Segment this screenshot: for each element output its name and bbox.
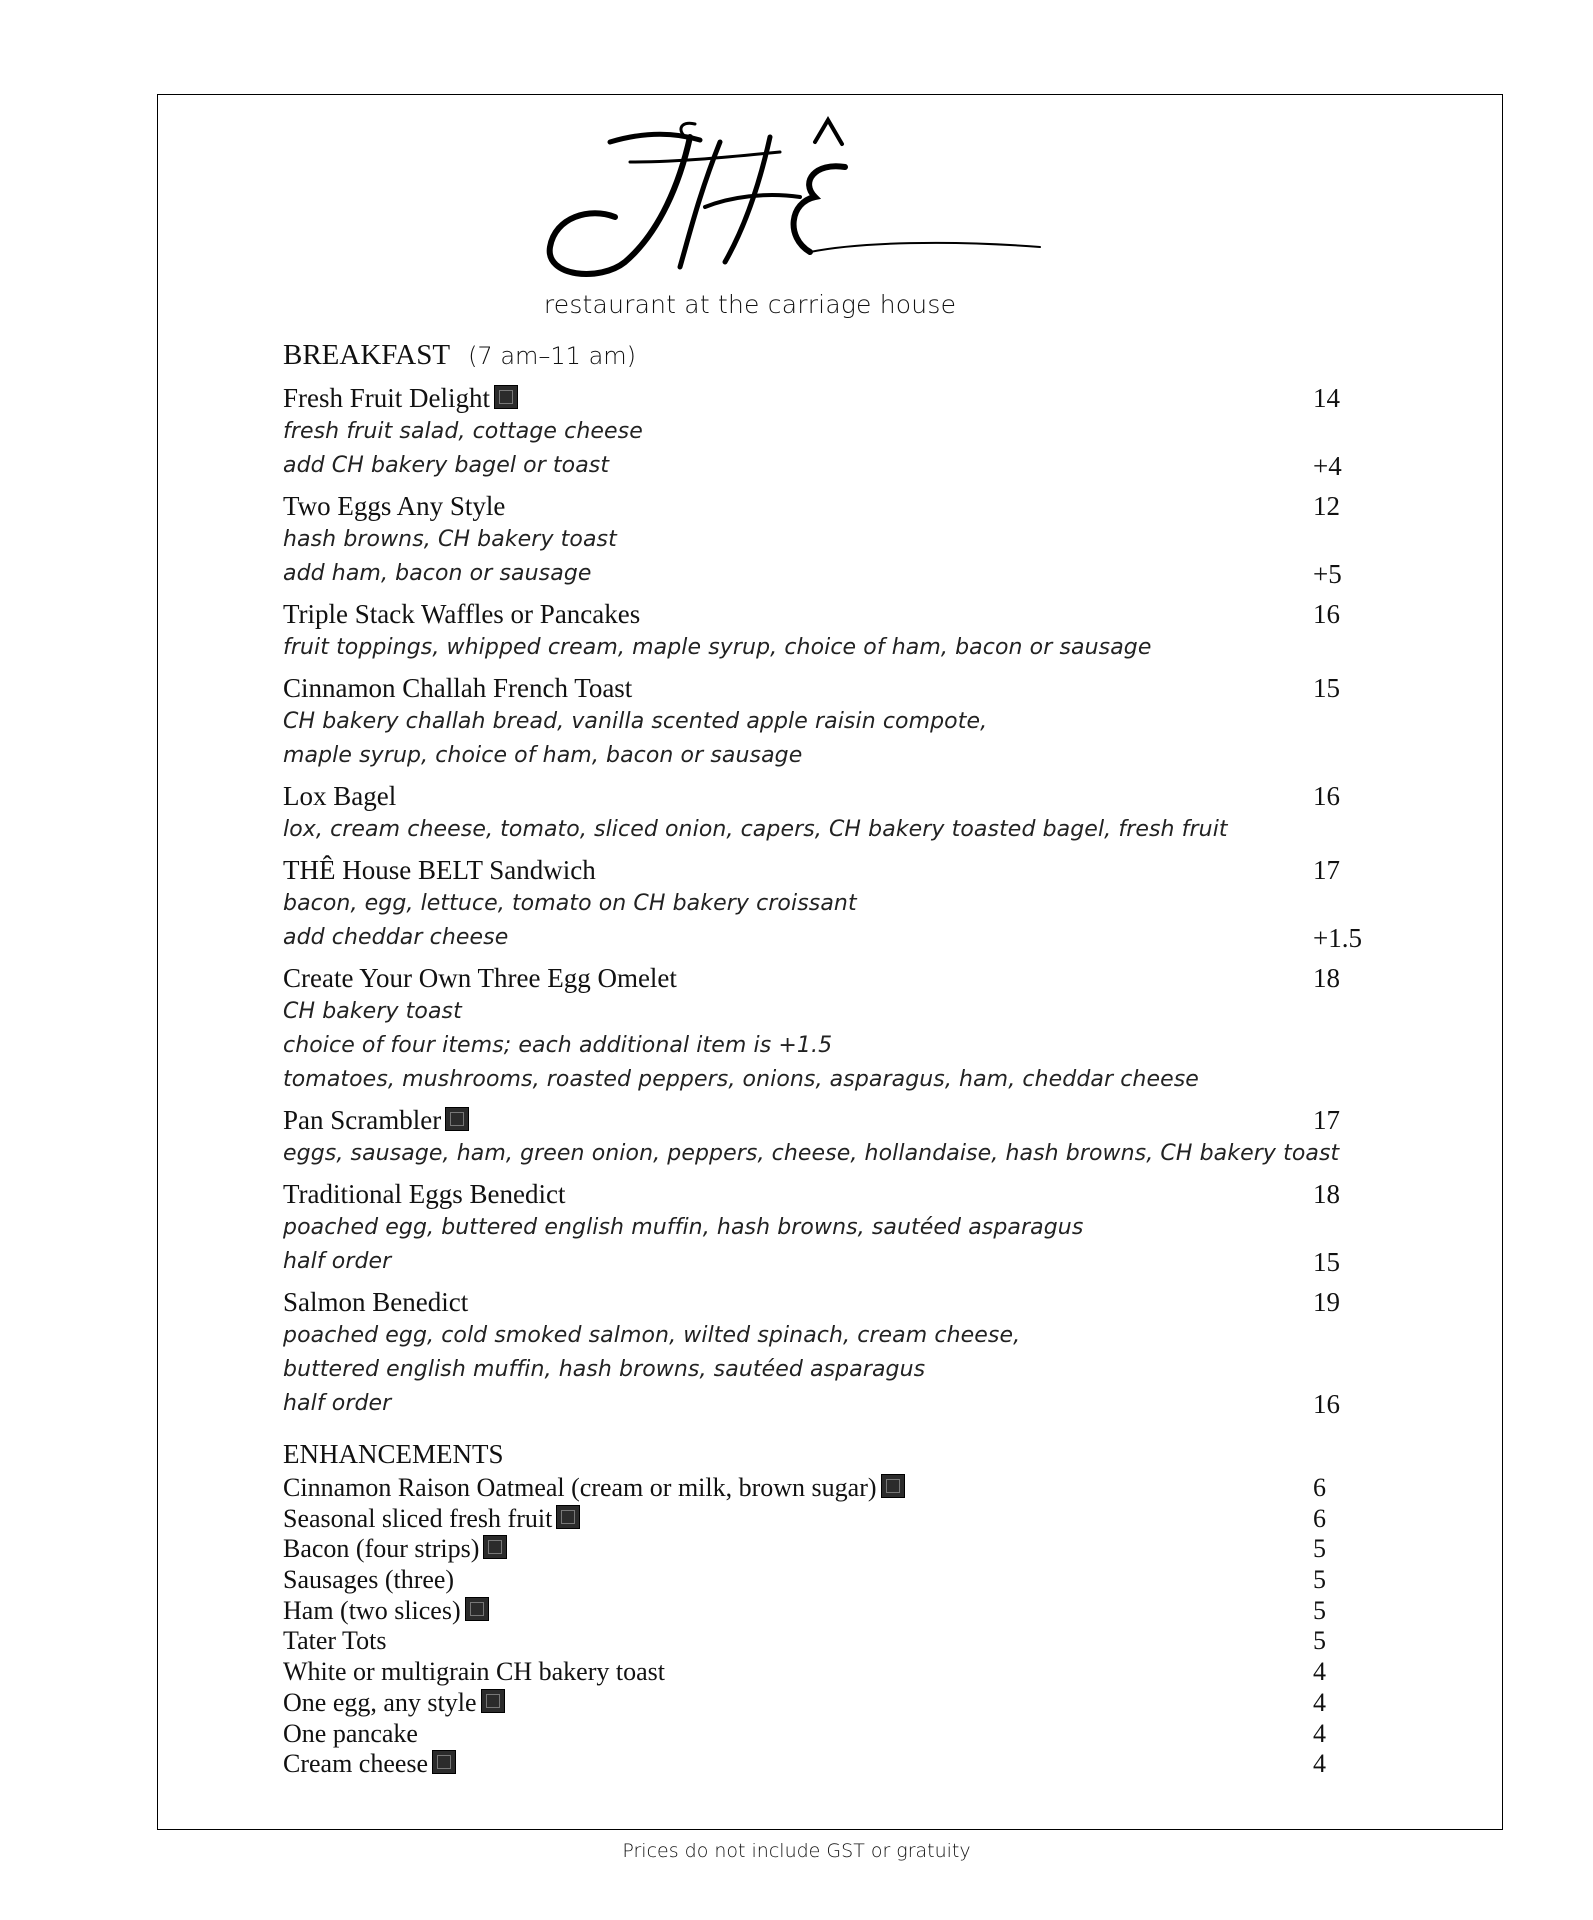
- enhancement-price: 5: [1313, 1565, 1326, 1595]
- enhancement-item: [283, 1749, 1363, 1780]
- menu-item-description-line: [283, 921, 1363, 955]
- menu-item-price: 16: [1313, 599, 1340, 629]
- menu-item-description-line: [283, 523, 1363, 557]
- menu-item-description: eggs, sausage, ham, green onion, peppers, cheese, hollandaise, hash browns, CH bakery toast: [283, 1141, 1340, 1166]
- menu-item-description-line: [283, 813, 1363, 847]
- menu-item-name: Two Eggs Any Style: [283, 491, 506, 521]
- enhancement-item: [283, 1534, 1363, 1565]
- menu-item-price: 17: [1313, 855, 1340, 885]
- menu-item-addon-price: 15: [1313, 1247, 1340, 1277]
- menu-item: [283, 1103, 1363, 1171]
- menu-item: [283, 1177, 1363, 1279]
- breakfast-heading: [283, 335, 1363, 375]
- enhancement-price: 4: [1313, 1657, 1326, 1687]
- menu-item-header: [283, 671, 1363, 705]
- menu-item-description-line: [283, 1029, 1363, 1063]
- enhancements-title: ENHANCEMENTS: [283, 1439, 504, 1469]
- menu-item-description-line: [283, 1211, 1363, 1245]
- menu-item-name: Traditional Eggs Benedict: [283, 1179, 566, 1209]
- menu-item-header: [283, 381, 1363, 415]
- menu-item-description: CH bakery challah bread, vanilla scented apple raisin compote,: [283, 709, 988, 734]
- menu-item-addon-price: +5: [1313, 559, 1342, 589]
- enhancement-name: One pancake: [283, 1718, 418, 1748]
- enhancement-name: Sausages (three): [283, 1565, 455, 1595]
- menu-item-description: poached egg, buttered english muffin, hash browns, sautéed asparagus: [283, 1215, 1084, 1240]
- menu-item-price: 12: [1313, 491, 1340, 521]
- dietary-badge-icon: [445, 1107, 469, 1131]
- menu-item-description: hash browns, CH bakery toast: [283, 527, 617, 552]
- menu-item-name: Lox Bagel: [283, 781, 397, 811]
- enhancement-item: [283, 1688, 1363, 1719]
- the-signature-logo-icon: [530, 112, 1070, 282]
- menu-item-header: [283, 1103, 1363, 1137]
- menu-item-name: Create Your Own Three Egg Omelet: [283, 963, 677, 993]
- menu-item-description: buttered english muffin, hash browns, sautéed asparagus: [283, 1357, 926, 1382]
- restaurant-tagline: restaurant at the carriage house: [543, 290, 957, 319]
- enhancement-name: Seasonal sliced fresh fruit: [283, 1503, 553, 1533]
- enhancement-name: White or multigrain CH bakery toast: [283, 1657, 665, 1687]
- menu-item: [283, 1285, 1363, 1421]
- menu-item: [283, 381, 1363, 483]
- enhancement-price: 5: [1313, 1534, 1326, 1564]
- menu-item-price: 16: [1313, 781, 1340, 811]
- enhancement-price: 5: [1313, 1626, 1326, 1656]
- menu-item-description: bacon, egg, lettuce, tomato on CH bakery croissant: [283, 891, 857, 916]
- menu-item-header: [283, 597, 1363, 631]
- enhancements-list: [283, 1473, 1363, 1780]
- menu-item-name: THÊ House BELT Sandwich: [283, 855, 596, 885]
- menu-item-description-line: [283, 705, 1363, 739]
- menu-item-price: 17: [1313, 1105, 1340, 1135]
- enhancement-item: [283, 1473, 1363, 1504]
- menu-item: [283, 961, 1363, 1097]
- enhancement-name: Cream cheese: [283, 1749, 429, 1779]
- menu-item-name: Cinnamon Challah French Toast: [283, 673, 633, 703]
- enhancement-price: 6: [1313, 1473, 1326, 1502]
- menu-item-description: add cheddar cheese: [283, 925, 509, 950]
- menu-item-description-line: [283, 557, 1363, 591]
- menu-item-description: half order: [283, 1249, 392, 1274]
- breakfast-items: [283, 381, 1363, 1421]
- breakfast-menu: [283, 335, 1363, 1780]
- enhancement-name: Cinnamon Raison Oatmeal (cream or milk, brown sugar): [283, 1473, 877, 1502]
- enhancement-item: [283, 1719, 1363, 1750]
- menu-item-description-line: [283, 1353, 1363, 1387]
- menu-item-header: [283, 1285, 1363, 1319]
- dietary-badge-icon: [432, 1750, 456, 1774]
- menu-item: [283, 597, 1363, 665]
- breakfast-hours: (7 am–11 am): [468, 342, 637, 370]
- menu-item-header: [283, 961, 1363, 995]
- menu-item-description: poached egg, cold smoked salmon, wilted spinach, cream cheese,: [283, 1323, 1021, 1348]
- menu-item-name: Fresh Fruit Delight: [283, 383, 490, 413]
- enhancement-name: Bacon (four strips): [283, 1534, 480, 1564]
- menu-item-addon-price: +1.5: [1313, 923, 1362, 953]
- breakfast-title: BREAKFAST: [283, 339, 451, 371]
- enhancement-price: 4: [1313, 1718, 1326, 1748]
- menu-item-header: [283, 1177, 1363, 1211]
- menu-item-header: [283, 779, 1363, 813]
- menu-item-description-line: [283, 1245, 1363, 1279]
- menu-item-price: 18: [1313, 963, 1340, 993]
- menu-item-name: Triple Stack Waffles or Pancakes: [283, 599, 641, 629]
- menu-item-description: half order: [283, 1391, 392, 1416]
- dietary-badge-icon: [483, 1535, 507, 1559]
- enhancement-price: 4: [1313, 1749, 1326, 1779]
- price-disclaimer: Prices do not include GST or gratuity: [622, 1840, 971, 1862]
- menu-item-addon-price: 16: [1313, 1389, 1340, 1419]
- menu-item-price: 19: [1313, 1287, 1340, 1317]
- menu-item-description: fresh fruit salad, cottage cheese: [283, 419, 643, 444]
- enhancement-name: Tater Tots: [283, 1626, 387, 1656]
- menu-item-price: 18: [1313, 1179, 1340, 1209]
- menu-item: [283, 853, 1363, 955]
- menu-item-description: fruit toppings, whipped cream, maple syrup, choice of ham, bacon or sausage: [283, 635, 1152, 660]
- menu-item-name: Salmon Benedict: [283, 1287, 469, 1317]
- menu-item-description-line: [283, 631, 1363, 665]
- enhancement-price: 6: [1313, 1503, 1326, 1533]
- enhancement-item: [283, 1565, 1363, 1596]
- enhancement-price: 5: [1313, 1595, 1326, 1625]
- menu-item-description-line: [283, 415, 1363, 449]
- menu-item-description: maple syrup, choice of ham, bacon or sausage: [283, 743, 803, 768]
- menu-item: [283, 671, 1363, 773]
- menu-item: [283, 779, 1363, 847]
- enhancement-name: One egg, any style: [283, 1687, 477, 1717]
- enhancement-item: [283, 1596, 1363, 1627]
- menu-item-description: CH bakery toast: [283, 999, 462, 1024]
- menu-item-addon-price: +4: [1313, 451, 1342, 481]
- menu-item-description: add CH bakery bagel or toast: [283, 453, 610, 478]
- menu-item-price: 14: [1313, 383, 1340, 413]
- dietary-badge-icon: [494, 385, 518, 409]
- menu-item: [283, 489, 1363, 591]
- menu-item-description-line: [283, 1319, 1363, 1353]
- menu-item-description-line: [283, 739, 1363, 773]
- menu-item-header: [283, 853, 1363, 887]
- menu-item-description-line: [283, 1063, 1363, 1097]
- enhancement-name: Ham (two slices): [283, 1595, 461, 1625]
- enhancement-item: [283, 1626, 1363, 1657]
- enhancement-price: 4: [1313, 1687, 1326, 1717]
- dietary-badge-icon: [465, 1597, 489, 1621]
- menu-item-description: tomatoes, mushrooms, roasted peppers, onions, asparagus, ham, cheddar cheese: [283, 1067, 1199, 1092]
- menu-item-description-line: [283, 449, 1363, 483]
- menu-item-description-line: [283, 887, 1363, 921]
- menu-item-description-line: [283, 995, 1363, 1029]
- dietary-badge-icon: [881, 1474, 905, 1498]
- menu-item-description: choice of four items; each additional item is +1.5: [283, 1033, 833, 1058]
- menu-item-description: add ham, bacon or sausage: [283, 561, 592, 586]
- menu-item-price: 15: [1313, 673, 1340, 703]
- menu-item-description-line: [283, 1387, 1363, 1421]
- enhancement-item: [283, 1504, 1363, 1535]
- menu-item-name: Pan Scrambler: [283, 1105, 442, 1135]
- enhancement-item: [283, 1657, 1363, 1688]
- menu-item-description-line: [283, 1137, 1363, 1171]
- menu-item-description: lox, cream cheese, tomato, sliced onion, capers, CH bakery toasted bagel, fresh fruit: [283, 817, 1228, 842]
- menu-item-header: [283, 489, 1363, 523]
- dietary-badge-icon: [556, 1505, 580, 1529]
- dietary-badge-icon: [481, 1689, 505, 1713]
